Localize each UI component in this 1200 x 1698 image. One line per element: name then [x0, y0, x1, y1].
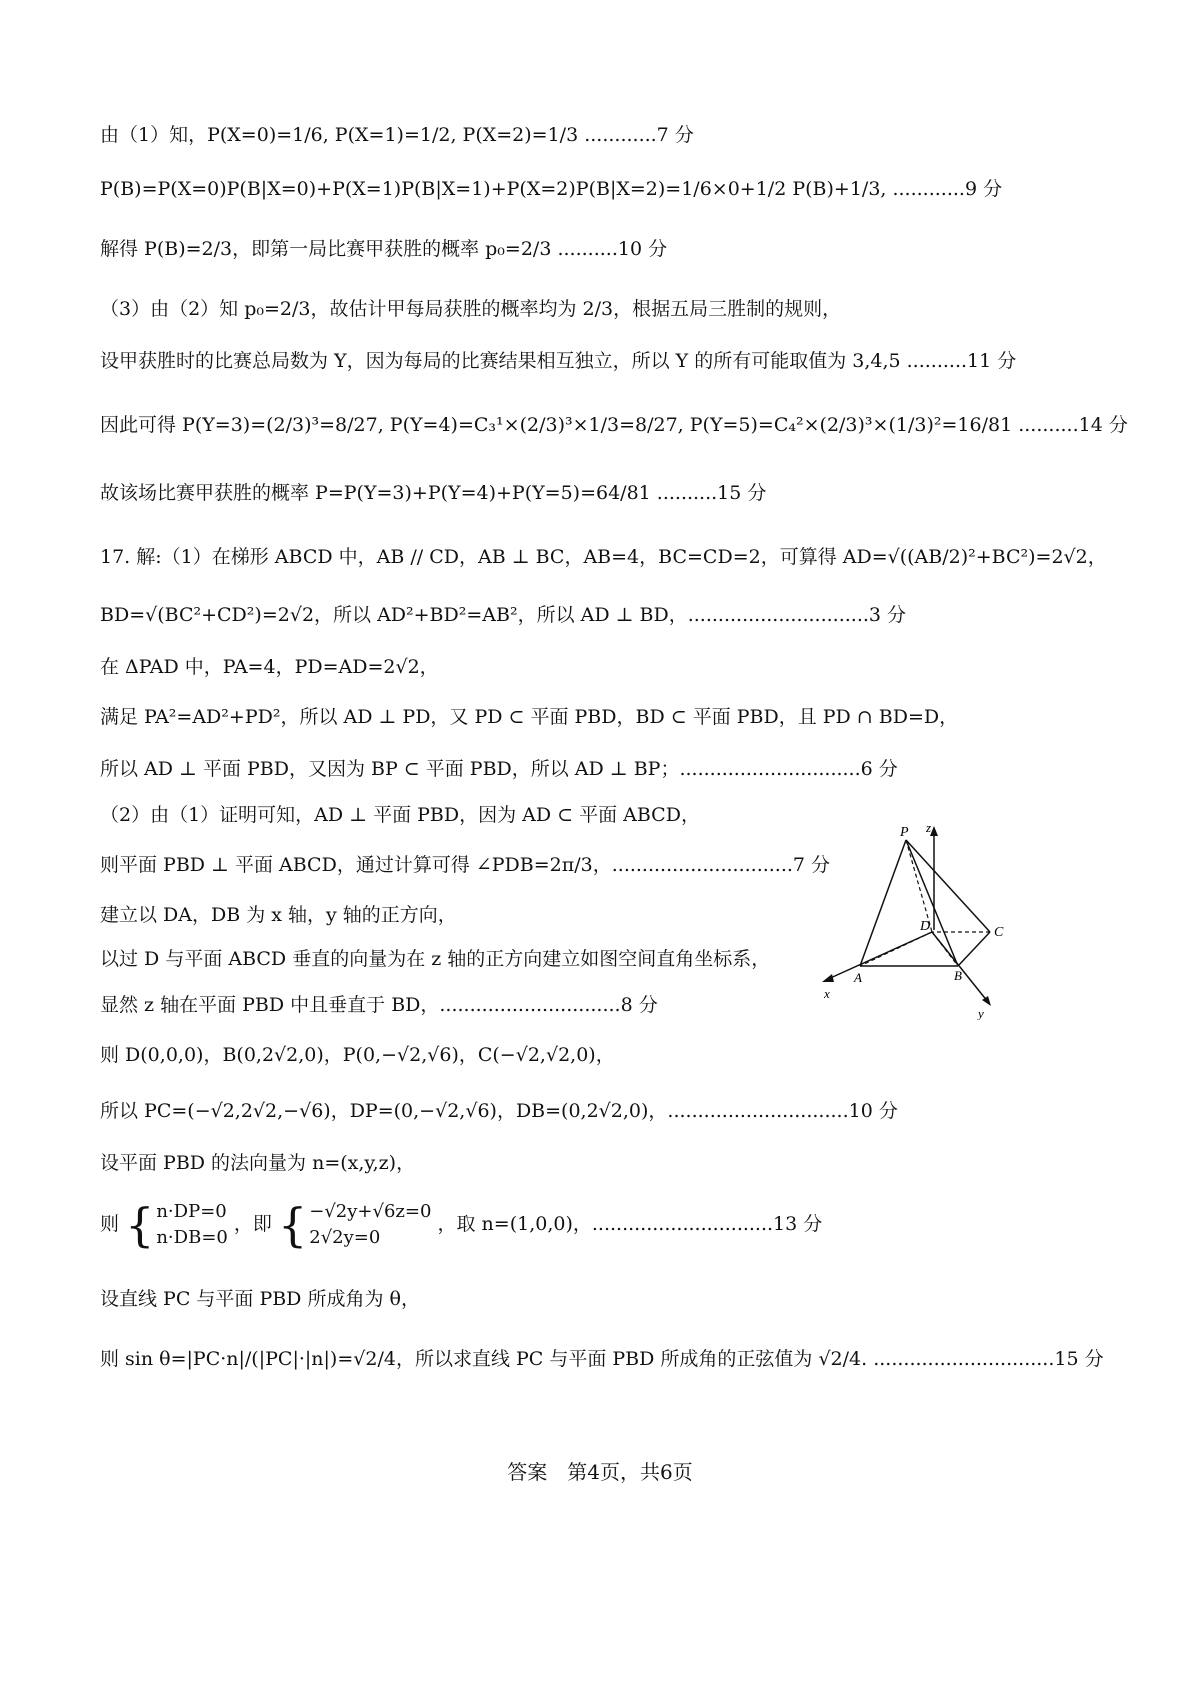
system-row: −√2y+√6z=0: [309, 1201, 432, 1222]
equation-system-1: [125, 1198, 228, 1252]
label-d: D: [920, 919, 931, 934]
text-line-12: 所以 AD ⊥ 平面 PBD，又因为 BP ⊂ 平面 PBD，所以 AD ⊥ BP；..............................6 分: [100, 758, 898, 780]
edge-pc: [906, 840, 990, 932]
y-axis-arrow: [982, 996, 991, 1006]
text-line-9: BD=√(BC²+CD²)=2√2，所以 AD²+BD²=AB²，所以 AD ⊥ BD，..............................3 分: [100, 604, 907, 626]
x-axis-arrow: [822, 974, 834, 982]
equation-suffix: ，取 n=(1,0,0)，..............................13 分: [437, 1213, 823, 1235]
label-p: P: [900, 825, 909, 840]
brace: {: [277, 1198, 308, 1252]
text-line-22: 设直线 PC 与平面 PBD 所成角为 θ，: [100, 1288, 420, 1310]
page-footer: 答案 第4页，共6页: [507, 1460, 693, 1484]
text-line-8: 17. 解:（1）在梯形 ABCD 中，AB // CD，AB ⊥ BC，AB=4，BC=CD=2，可算得 AD=√((AB/2)²+BC²)=2√2，: [100, 546, 1107, 568]
equation-system-2: [277, 1198, 432, 1252]
text-line-6: 因此可得 P(Y=3)=(2/3)³=8/27, P(Y=4)=C₃¹×(2/3)³×1/3=8/27, P(Y=5)=C₄²×(2/3)³×(1/3)²=16/81 ..........14 分: [100, 414, 1128, 436]
pyramid-figure: [820, 820, 1060, 1020]
text-line-4: （3）由（2）知 p₀=2/3，故估计甲每局获胜的概率均为 2/3，根据五局三胜制的规则，: [100, 298, 842, 320]
text-line-11: 满足 PA²=AD²+PD²，所以 AD ⊥ PD，又 PD ⊂ 平面 PBD，BD ⊂ 平面 PBD，且 PD ∩ BD=D，: [100, 706, 959, 728]
label-c: C: [994, 925, 1004, 940]
text-line-17: 显然 z 轴在平面 PBD 中且垂直于 BD，..............................8 分: [100, 994, 658, 1016]
system-row: 2√2y=0: [309, 1227, 381, 1248]
edge-pb: [906, 840, 958, 966]
text-line-20: 设平面 PBD 的法向量为 n=(x,y,z)，: [100, 1152, 416, 1174]
text-line-13: （2）由（1）证明可知，AD ⊥ 平面 PBD，因为 AD ⊂ 平面 ABCD，: [100, 804, 700, 826]
text-line-10: 在 ΔPAD 中，PA=4，PD=AD=2√2，: [100, 656, 439, 678]
text-line-16: 以过 D 与平面 ABCD 垂直的向量为在 z 轴的正方向建立如图空间直角坐标系，: [100, 948, 771, 970]
label-b: B: [954, 968, 962, 983]
label-a: A: [854, 970, 862, 985]
z-axis-arrow: [930, 826, 938, 836]
text-line-5: 设甲获胜时的比赛总局数为 Y，因为每局的比赛结果相互独立，所以 Y 的所有可能取值为 3,4,5 ..........11 分: [100, 350, 1017, 372]
text-line-7: 故该场比赛甲获胜的概率 P=P(Y=3)+P(Y=4)+P(Y=5)=64/81 ..........15 分: [100, 482, 767, 504]
equation-prefix: 则: [100, 1213, 120, 1235]
system-row: n·DP=0: [156, 1201, 227, 1222]
text-line-1: 由（1）知，P(X=0)=1/6, P(X=1)=1/2, P(X=2)=1/3 ............7 分: [100, 124, 694, 146]
equation-connector: ，即: [233, 1213, 272, 1235]
text-line-3: 解得 P(B)=2/3，即第一局比赛甲获胜的概率 p₀=2/3 ..........10 分: [100, 238, 668, 260]
label-y: y: [978, 1006, 984, 1020]
brace: {: [125, 1198, 155, 1252]
edge-bc: [958, 932, 990, 966]
system-row: n·DB=0: [156, 1227, 228, 1248]
text-line-23: 则 sin θ=|PC·n|/(|PC|·|n|)=√2/4，所以求直线 PC 与平面 PBD 所成角的正弦值为 √2/4. ..............................15 分: [100, 1348, 1104, 1370]
text-line-15: 建立以 DA，DB 为 x 轴，y 轴的正方向，: [100, 904, 457, 926]
text-line-2: P(B)=P(X=0)P(B|X=0)+P(X=1)P(B|X=1)+P(X=2)P(B|X=2)=1/6×0+1/2 P(B)+1/3, ............9 分: [100, 178, 1003, 200]
text-line-19: 所以 PC=(−√2,2√2,−√6)，DP=(0,−√2,√6)，DB=(0,2√2,0)，..............................10 分: [100, 1100, 898, 1122]
label-z: z: [926, 820, 932, 835]
text-line-18: 则 D(0,0,0)，B(0,2√2,0)，P(0,−√2,√6)，C(−√2,√2,0)，: [100, 1044, 615, 1066]
text-line-14: 则平面 PBD ⊥ 平面 ABCD，通过计算可得 ∠PDB=2π/3，..............................7 分: [100, 854, 831, 876]
text-line-21: [100, 1198, 823, 1252]
label-x: x: [824, 986, 830, 1001]
